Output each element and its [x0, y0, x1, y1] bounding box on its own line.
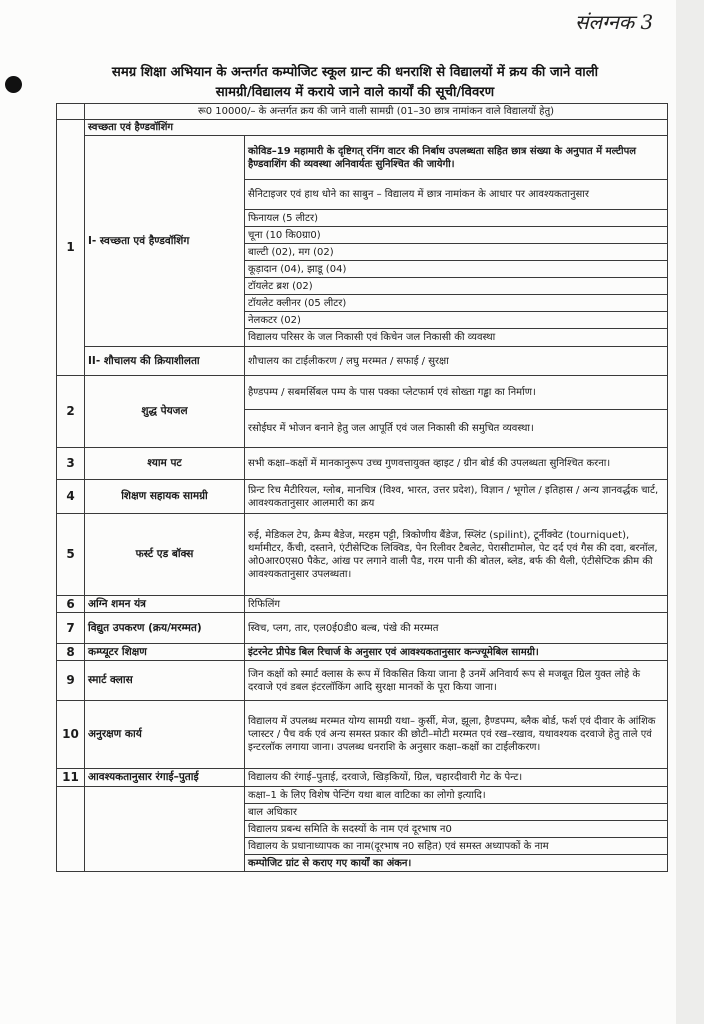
table-row — [57, 644, 668, 661]
category-cell: II- शौचालय की क्रियाशीलता — [85, 347, 245, 376]
table-row — [57, 661, 668, 701]
table-row — [57, 596, 668, 613]
table-header-row — [57, 104, 668, 120]
category-cell: अग्नि शमन यंत्र — [85, 596, 245, 613]
item-cell: हैण्डपम्प / सबमर्सिबल पम्प के पास पक्का प्लेटफार्म एवं सोख्ता गड्ढा का निर्माण। — [245, 376, 668, 410]
table-row — [57, 376, 668, 410]
category-cell: अनुरक्षण कार्य — [85, 701, 245, 769]
title-line-2: सामग्री/विद्यालय में कराये जाने वाले कार्यों की सूची/विवरण — [215, 85, 495, 100]
item-cell: शौचालय का टाईलीकरण / लघु मरम्मत / सफाई / सुरक्षा — [245, 347, 668, 376]
item-cell: टॉयलेट ब्रश (02) — [245, 278, 668, 295]
table-row — [57, 136, 668, 180]
item-cell: विद्यालय की रंगाई–पुताई, दरवाजे, खिड़कियों, ग्रिल, चहारदीवारी गेट के पेन्ट। — [245, 769, 668, 787]
item-cell: विद्यालय परिसर के जल निकासी एवं किचेन जल निकासी की व्यवस्था — [245, 329, 668, 347]
row-number: 10 — [57, 701, 85, 769]
item-cell: बाल अधिकार — [245, 804, 668, 821]
category-cell: शुद्ध पेयजल — [85, 376, 245, 448]
item-cell: नेलकटर (02) — [245, 312, 668, 329]
row-number: 9 — [57, 661, 85, 701]
row-number: 2 — [57, 376, 85, 448]
item-cell: स्विच, प्लग, तार, एल0ई0डी0 बल्ब, पंखे की मरम्मत — [245, 613, 668, 644]
table-row — [57, 701, 668, 769]
table-row — [57, 769, 668, 787]
row-number: 3 — [57, 448, 85, 480]
table-row — [57, 347, 668, 376]
item-cell: बाल्टी (02), मग (02) — [245, 244, 668, 261]
row-number: 1 — [57, 120, 85, 376]
item-cell: टॉयलेट क्लीनर (05 लीटर) — [245, 295, 668, 312]
item-cell: विद्यालय प्रबन्ध समिति के सदस्यों के नाम एवं दूरभाष न0 — [245, 821, 668, 838]
item-cell: कक्षा–1 के लिए विशेष पेन्टिंग यथा बाल वाटिका का लोगो इत्यादि। — [245, 787, 668, 804]
item-cell: जिन कक्षों को स्मार्ट क्लास के रूप में विकसित किया जाना है उनमें अनिवार्य रूप से मजबूत ग्रिल युक्त लोहे के दरवाजे एवं डबल इंटरलॉकिंग आदि सुरक्षा मानकों के पूरा किया जाना। — [245, 661, 668, 701]
bullet-mark — [5, 76, 22, 93]
table-row — [57, 448, 668, 480]
row-number: 5 — [57, 514, 85, 596]
title-line-1: समग्र शिक्षा अभियान के अन्तर्गत कम्पोजिट स्कूल ग्रान्ट की धनराशि से विद्यालयों में क्रय की जाने वाली — [111, 65, 599, 80]
category-cell: श्याम पट — [85, 448, 245, 480]
item-cell: सैनिटाइजर एवं हाथ धोने का साबुन – विद्यालय में छात्र नामांकन के आधार पर आवश्यकतानुसार — [245, 180, 668, 210]
item-cell: कूड़ादान (04), झाडू (04) — [245, 261, 668, 278]
category-cell: शिक्षण सहायक सामग्री — [85, 480, 245, 514]
section-subheader: स्वच्छता एवं हैण्डवॉशिंग — [85, 120, 668, 136]
header-cell: रू0 10000/– के अन्तर्गत क्रय की जाने वाली सामग्री (01–30 छात्र नामांकन वाले विद्यालयों हेतु) — [85, 104, 668, 120]
row-number: 6 — [57, 596, 85, 613]
row-number: 11 — [57, 769, 85, 787]
items-table — [56, 103, 668, 872]
table-row — [57, 787, 668, 804]
item-cell: प्रिन्ट रिच मैटीरियल, ग्लोब, मानचित्र (विश्व, भारत, उत्तर प्रदेश), विज्ञान / भूगोल / इतिहास / अन्य ज्ञानवर्द्धक चार्ट, आवश्यकतानुसार आलमारी का क्रय — [245, 480, 668, 514]
category-cell: विद्युत उपकरण (क्रय/मरम्मत) — [85, 613, 245, 644]
category-cell: स्मार्ट क्लास — [85, 661, 245, 701]
item-cell: कम्पोजिट ग्रांट से कराए गए कार्यों का अंकन। — [245, 855, 668, 872]
row-number: 8 — [57, 644, 85, 661]
row-number: 7 — [57, 613, 85, 644]
row-number: 4 — [57, 480, 85, 514]
category-cell: I- स्वच्छता एवं हैण्डवॉशिंग — [85, 136, 245, 347]
table-row — [57, 613, 668, 644]
item-cell: रुई, मेडिकल टेप, क्रैम्प बैडेज, मरहम पट्टी, त्रिकोणीय बैंडेज, स्प्लिंट (spilint), टूर्नीक्वेट (tourniquet), थर्मामीटर, कैंची, दस्ताने, एंटीसेप्टिक लिक्विड, पेन रिलीवर टैबलेट, पेरासीटामोल, पेट दर्द एवं गैस की दवा, बरनॉल, ओ0आर0एस0 पैकेट, आंख पर लगाने वाली पैड, गरम पानी की बोतल, ब्लेड, बर्फ की थैली, एंटीसेप्टिक क्रीम की आवश्यकतानुसार उपलब्धता। — [245, 514, 668, 596]
row-number — [57, 787, 85, 872]
item-cell: कोविड–19 महामारी के दृष्टिगत् रनिंग वाटर की निर्बाध उपलब्धता सहित छात्र संख्या के अनुपात में मल्टीपल हैण्डवाशिंग की व्यवस्था अनिवार्यतः सुनिश्चित की जायेगी। — [245, 136, 668, 180]
category-cell: कम्प्यूटर शिक्षण — [85, 644, 245, 661]
table-row — [57, 120, 668, 136]
item-cell: विद्यालय में उपलब्ध मरम्मत योग्य सामग्री यथा– कुर्सी, मेज, झूला, हैण्डपम्प, ब्लैक बोर्ड, फर्श एवं दीवार के आंशिक प्लास्टर / पैच वर्क एवं अन्य समस्त प्रकार की छोटी–मोटी मरम्मत एवं रख–रखाव, यथावश्यक दरवाजे हेतु ताले एवं इन्टरलॉक लगाया जाना। उपलब्ध धनराशि के अनुसार कक्षा–कक्षों का टाईलीकरण। — [245, 701, 668, 769]
document-title — [40, 63, 670, 103]
table-row — [57, 480, 668, 514]
item-cell: फिनायल (5 लीटर) — [245, 210, 668, 227]
item-cell: रिफिलिंग — [245, 596, 668, 613]
scan-background — [676, 0, 704, 1024]
category-cell: फर्स्ट एड बॉक्स — [85, 514, 245, 596]
item-cell: विद्यालय के प्रधानाध्यापक का नाम(दूरभाष न0 सहित) एवं समस्त अध्यापकों के नाम — [245, 838, 668, 855]
item-cell: चूना (10 कि0ग्रा0) — [245, 227, 668, 244]
handwritten-annotation: संलग्नक 3 — [575, 10, 654, 34]
item-cell: रसोईघर में भोजन बनाने हेतु जल आपूर्ति एवं जल निकासी की समुचित व्यवस्था। — [245, 410, 668, 448]
item-cell: इंटरनेट प्रीपेड बिल रिचार्ज के अनुसार एवं आवश्यकतानुसार कन्ज्यूमेबिल सामग्री। — [245, 644, 668, 661]
table-row — [57, 514, 668, 596]
category-cell: आवश्यकतानुसार रंगाई–पुताई — [85, 769, 245, 787]
category-cell — [85, 787, 245, 872]
item-cell: सभी कक्षा–कक्षों में मानकानुरूप उच्च गुणवत्तायुक्त व्हाइट / ग्रीन बोर्ड की उपलब्धता सुनिश्चित करना। — [245, 448, 668, 480]
